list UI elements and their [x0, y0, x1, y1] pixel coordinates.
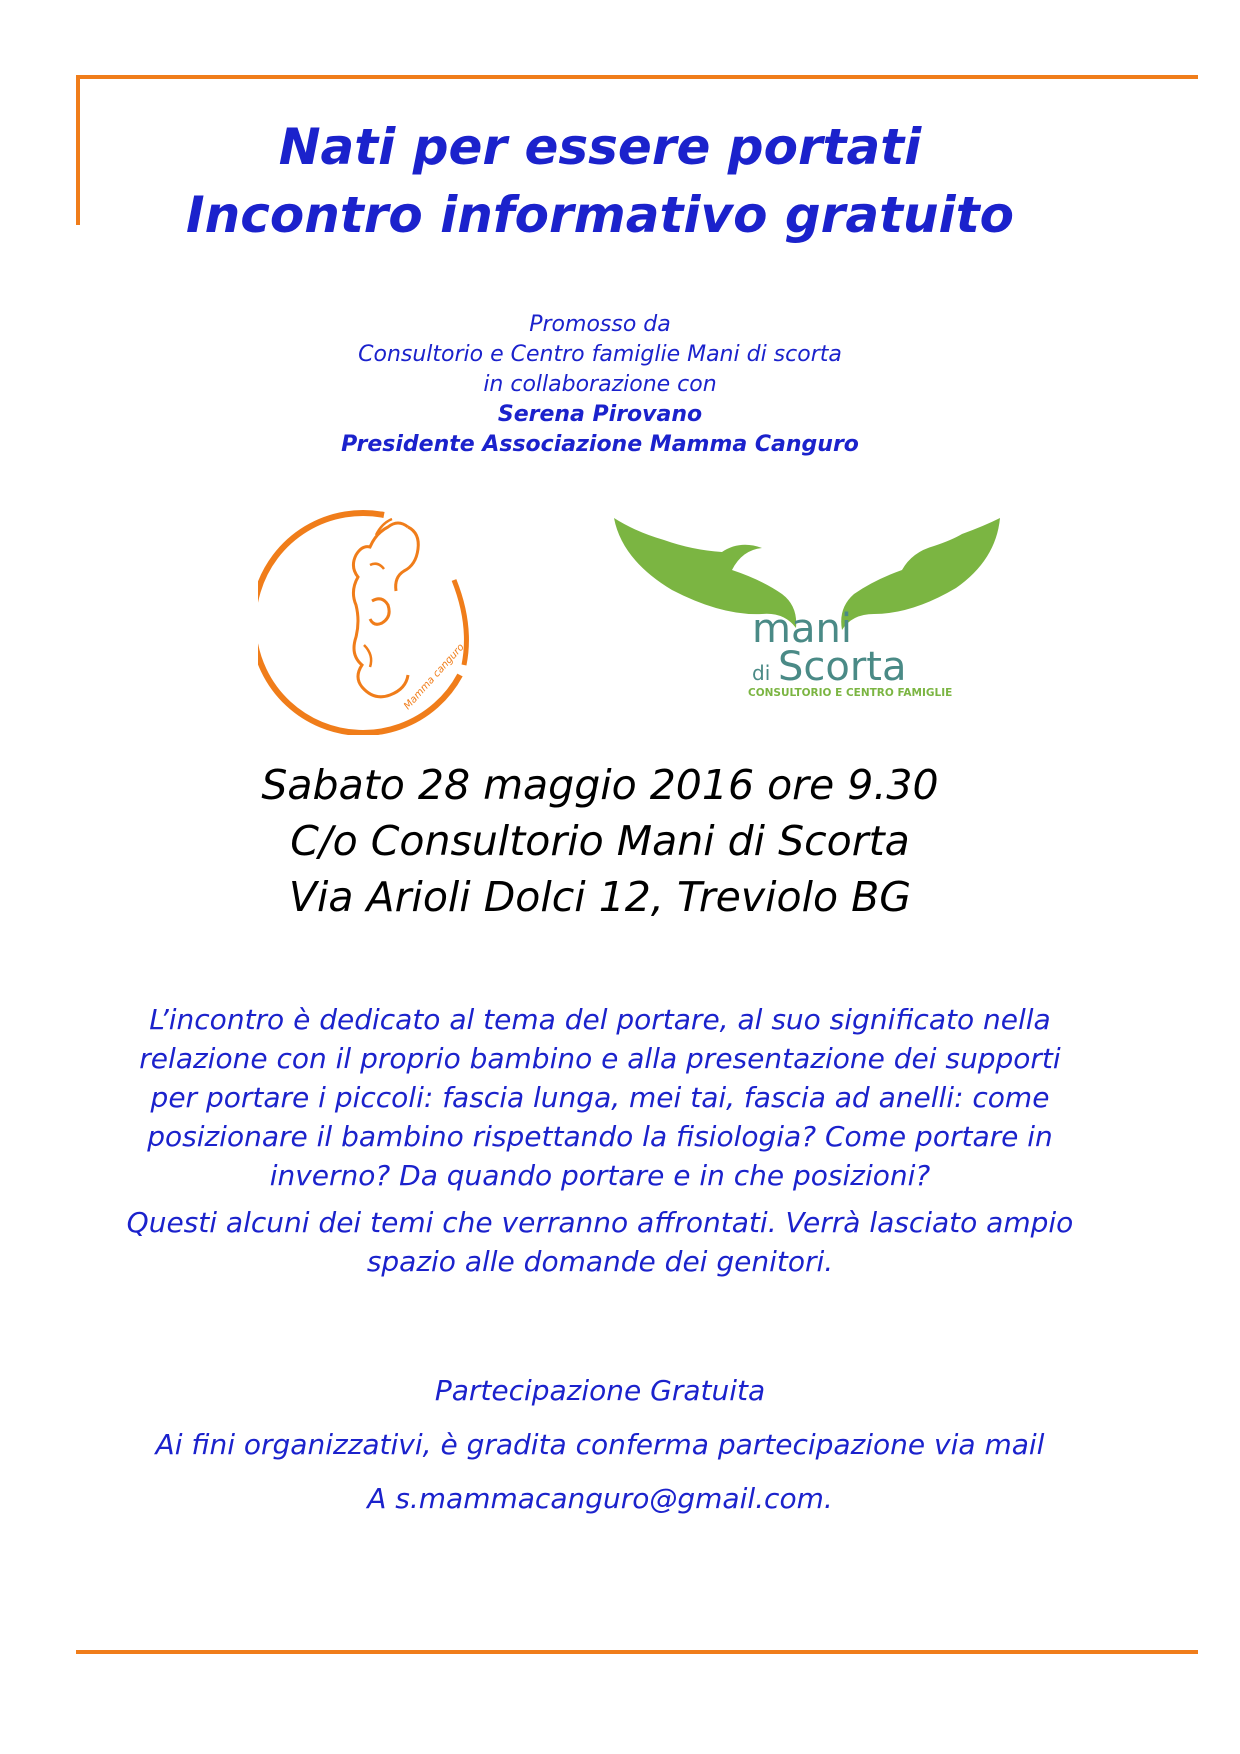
participation-note: Ai fini organizzativi, è gradita conferma partecipazione via mail [155, 1428, 1045, 1461]
participation-info [0, 1364, 1200, 1526]
event-date: Sabato 28 maggio 2016 ore 9.30 [261, 761, 939, 809]
event-address: Via Arioli Dolci 12, Treviolo BG [288, 873, 912, 921]
mamma-canguro-logo [258, 505, 486, 735]
frame-top-border [76, 75, 1198, 79]
promo-role: Presidente Associazione Mamma Canguro [341, 432, 859, 457]
promo-name: Serena Pirovano [497, 402, 703, 427]
di-word: di [752, 661, 771, 685]
promoter-block [0, 310, 1200, 460]
promo-line-1: Promosso da [529, 312, 671, 337]
participation-title: Partecipazione Gratuita [434, 1374, 766, 1407]
promo-line-2: Consultorio e Centro famiglie Mani di scorta [358, 342, 842, 367]
promo-line-3: in collaborazione con [483, 372, 717, 397]
description-paragraph-2: Questi alcuni dei temi che verranno affrontati. Verrà lasciato ampio spazio alle domande dei genitori. [126, 1206, 1074, 1278]
right-hand-shape [841, 518, 1000, 630]
mani-word: mani [752, 606, 852, 652]
event-venue: C/o Consultorio Mani di Scorta [290, 817, 910, 865]
event-details [0, 757, 1200, 925]
contact-email: A s.mammacanguro@gmail.com. [367, 1482, 833, 1515]
scorta-word: Scorta [778, 644, 907, 690]
mani-di-scorta-logo [612, 510, 1002, 700]
title-line-2: Incontro informativo gratuito [186, 186, 1014, 244]
mani-subtitle: CONSULTORIO E CENTRO FAMIGLIE [748, 687, 953, 699]
frame-bottom-border [76, 1650, 1198, 1654]
title-line-1: Nati per essere portati [278, 118, 922, 176]
canguro-logo-text: Mamma canguro [402, 641, 467, 713]
description-paragraph-1: L’incontro è dedicato al tema del portare, al suo significato nella relazione con il proprio bambino e alla presentazione dei supporti per portare i piccoli: fascia lunga, mei tai, fascia ad anelli: come posizionare il bambino rispettando la fisiologia? Come portare in inverno? Da quando portare e in che posizioni? [139, 1003, 1061, 1192]
description [120, 1000, 1080, 1289]
